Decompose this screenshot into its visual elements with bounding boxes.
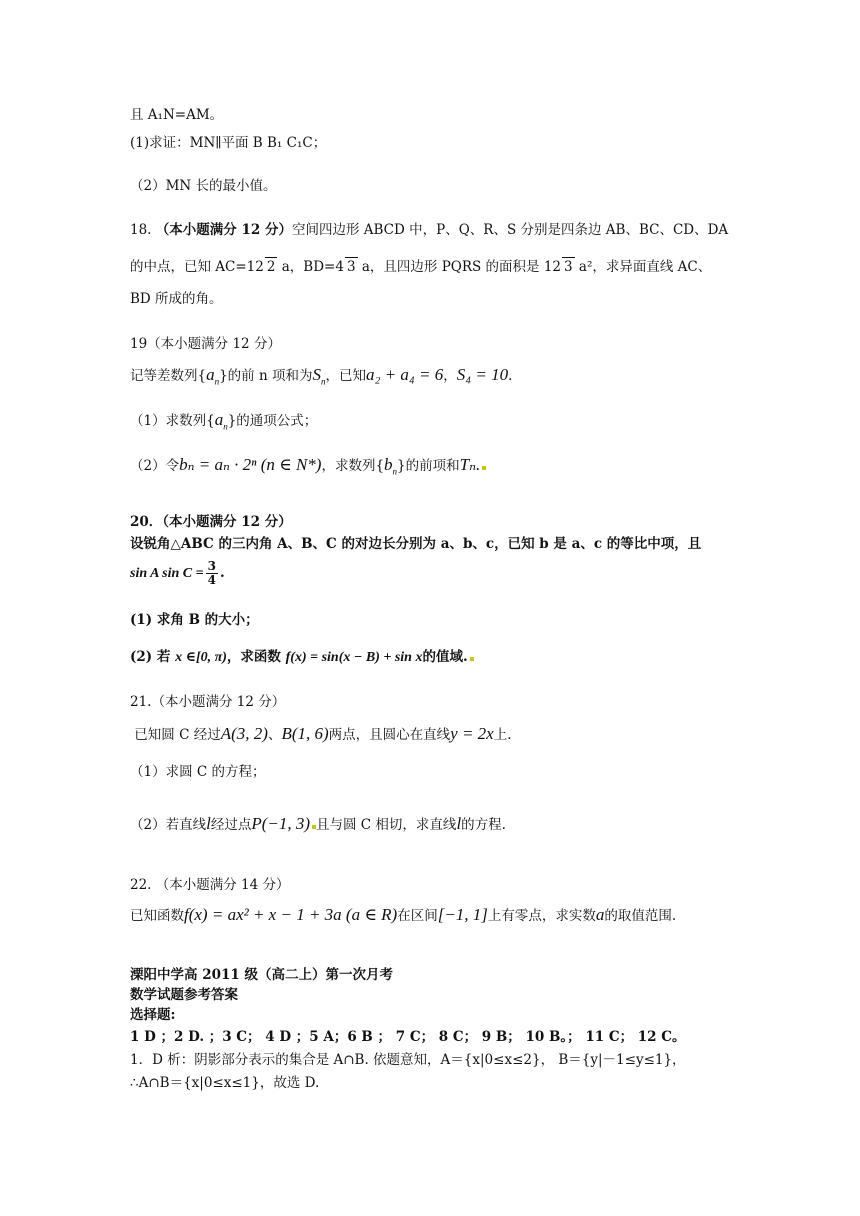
p21-statement: 已知圆 C 经过A(3, 2)、B(1, 6)两点，且圆心在直线y = 2x上.	[134, 724, 512, 743]
p21-header: 21.（本小题满分 12 分）	[130, 694, 286, 710]
p18-line1-text: 空间四边形 ABCD 中，P、Q、R、S 分别是四条边 AB、BC、CD、DA	[291, 222, 729, 238]
p17-line2: (1)求证：MN∥平面 B B₁ C₁C；	[130, 135, 327, 151]
p17-question2: （2）MN 长的最小值。	[130, 178, 277, 194]
p18-line2: 的中点，已知 AC=12 2 a，BD=4 3 a，且四边形 PQRS 的面积是 12 3 a²，求异面直线 AC、	[130, 259, 712, 275]
p18-line3: BD 所成的角。	[130, 291, 223, 307]
sqrt-3: 3	[564, 259, 573, 275]
answer-section-heading: 选择题:	[130, 1007, 176, 1023]
p21-question2: （2）若直线l经过点P(−1, 3) 且与圆 C 相切，求直线l的方程.	[130, 814, 506, 833]
p22-statement: 已知函数f(x) = ax² + x − 1 + 3a (a ∈ R)在区间[−1, 1]上有零点，求实数a的取值范围.	[130, 905, 677, 924]
p20-question2: (2) 若 x ∈[0, π)，求函数 f(x) = sin(x − B) + sin x的值域.	[130, 648, 474, 667]
marker-dot	[470, 657, 474, 661]
answer-explanation-line1: 1．D 析：阴影部分表示的集合是 A∩B. 依题意知，A＝{x|0≤x≤2}， B＝{y|－1≤y≤1}，	[130, 1052, 686, 1068]
p20-statement-line1: 设锐角△ABC 的三内角 A、B、C 的对边长分别为 a、b、c，已知 b 是 a、c 的等比中项，且	[130, 536, 702, 552]
p18-score: （本小题满分 12 分）	[155, 222, 292, 238]
sqrt-2: 2	[266, 259, 276, 275]
p19-statement: 记等差数列$\{a_n\}$的前 n 项和为$S_n$，已知a₂ + a₄ = 6，S₄ = 10.	[130, 365, 513, 387]
sqrt-3: 3	[346, 259, 356, 275]
marker-dot	[482, 466, 486, 470]
answer-title: 溧阳中学高 2011 级（高二上）第一次月考	[130, 967, 393, 983]
p21-question1: （1）求圆 C 的方程；	[130, 764, 266, 780]
answer-choices: 1 D ；2 D. ；3 C； 4 D ；5 A；6 B ； 7 C； 8 C； 9 B； 10 B。； 11 C； 12 C。	[130, 1029, 686, 1045]
p20-question1: (1) 求角 B 的大小；	[130, 612, 259, 628]
fraction-3-4: $\frac{3}{4}$	[207, 559, 216, 587]
p18-number: 18.	[130, 222, 152, 238]
p18-line1	[130, 221, 728, 239]
p19-header: 19（本小题满分 12 分）	[130, 336, 281, 352]
answer-subtitle: 数学试题参考答案	[130, 987, 238, 1003]
answer-explanation-line2: ∴A∩B＝{x|0≤x≤1}，故选 D.	[130, 1075, 320, 1091]
p17-line1: 且 A₁N=AM。	[130, 107, 224, 123]
p22-header: 22. （本小题满分 14 分）	[130, 877, 290, 893]
p20-statement-line2: sin A sin C = $\frac{3}{4}$ .	[130, 559, 225, 587]
p19-question1: （1）求数列$\{a_n\}$的通项公式；	[130, 410, 318, 432]
p20-header: 20．（本小题满分 12 分）	[130, 514, 292, 530]
p19-question2: （2）令bₙ = aₙ · 2ⁿ (n ∈ N*)，求数列$\{b_n\}$的前项和Tₙ.	[130, 456, 486, 480]
